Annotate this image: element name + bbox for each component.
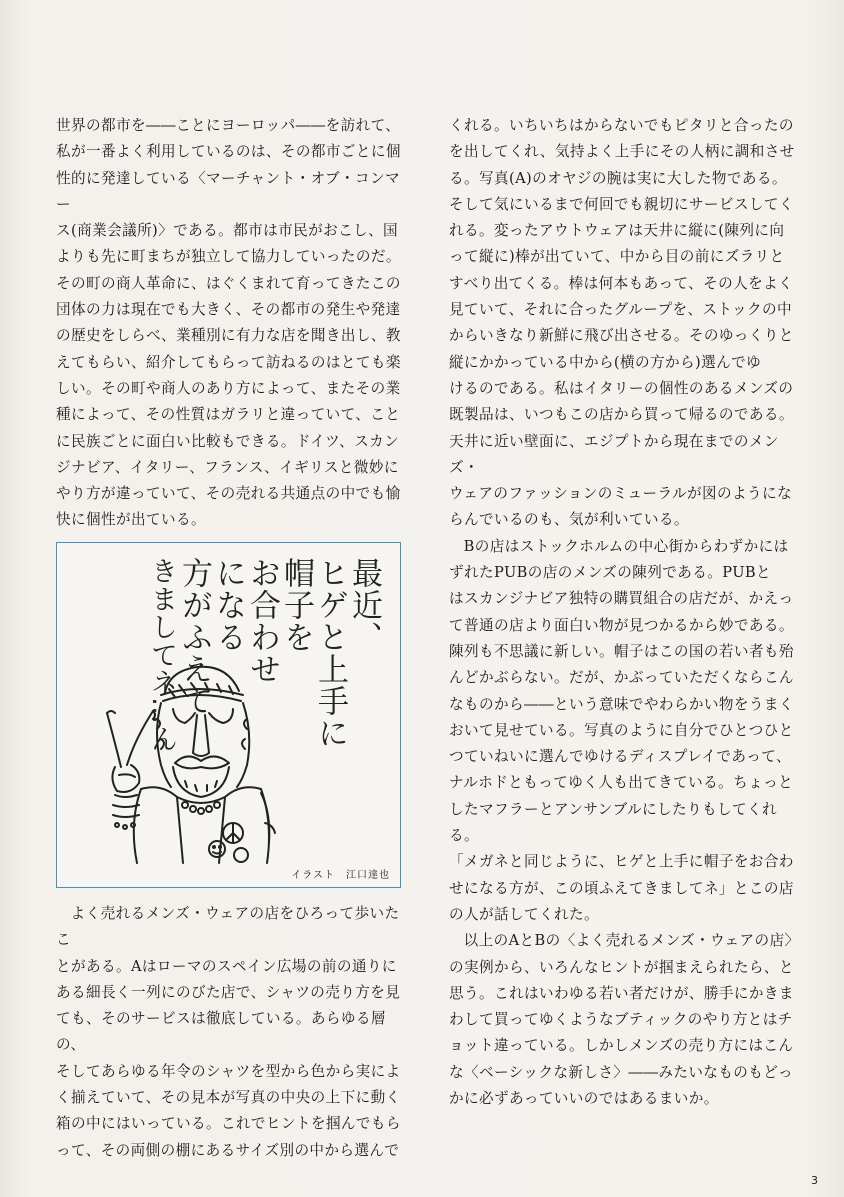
paragraph: 世界の都市を――ことにヨーロッパ――を訪れて、 私が一番よく利用しているのは、その都市ごとに個 性的に発達している〈マーチャント・オブ・コンマー ス(商業会議所)〉である。都市は市民がおこし、国 よりも先に町まちが独立して協力していったのだ。 その町の商人革命に、はぐくまれて育ってきたこの 団体の力は現在でも大きく、その都市の発生や発達 の歴史をしらべ、業種別に有力な店を聞き出し、教 えてもらい、紹介してもらって訪ねるのはとても楽 しい。その町や商人のあり方によって、またその業 種によって、その性質はガラリと違っていて、こと に民族ごとに面白い比較もできる。ドイツ、スカン ジナビア、イタリー、フランス、イギリスと微妙に やり方が違っていて、その売れる共通点の中でも愉 快に個性が出ている。 [56, 117, 401, 529]
speech-column-2: ヒゲと上手に [312, 557, 348, 749]
illustration [56, 542, 401, 888]
speech-column-6: 方がふえて [176, 557, 212, 717]
paragraph: Bの店はストックホルムの中心街からわずかには ずれたPUBの店のメンズの陳列である。PUBと はスカンジナビア独特の購買組合の店だが、かえっ て普通の店より面白い物が見つかるから妙である。 陳列も不思議に新しい。帽子はこの国の若い者も殆 んどかぶらない。だが、かぶっていただくならこん なものから――という意味でやわらかい物をうまく おいて見せている。写真のように自分でひとつひと つていねいに選んでゆけるディスプレイであって、 ナルホドともってゆく人も出てきている。ちょっと したマフラーとアンサンブルにしたりもしてくれる。 「メガネと同じように、ヒゲと上手に帽子をお合わ せになる方が、この頃ふえてきましてネ」とこの店 の人が話してくれた。 [449, 537, 794, 923]
speech-column-5: になる [210, 557, 246, 653]
speech-column-4: お合わせ [244, 557, 280, 685]
speech-column-7: きましてネ…ん [146, 557, 177, 753]
paragraph: くれる。いちいちはからないでもピタリと合ったの を出してくれ、気持よく上手にその人柄に調和させ る。写真(A)のオヤジの腕は実に大した物である。 そして気にいるまで何回でも親切にサービスしてく れる。変ったアウトウェアは天井に縦に(陳列に向 って縦に)棒が出ていて、中から目の前にズラリと すべり出てくる。棒は何本もあって、その人をよく 見ていて、それに合ったグループを、ストックの中 からいきなり新鮮に飛び出させる。そのゆっくりと 縦にかかっている中から(横の方から)選んでゆ けるのである。私はイタリーの個性のあるメンズの 既製品は、いつもこの店から買って帰るのである。 天井に近い壁面に、エジプトから現在までのメンズ・ ウェアのファッションのミューラルが図のようにな らんでいるのも、気が利いている。 [449, 117, 795, 529]
paragraph: よく売れるメンズ・ウェアの店をひろって歩いたこ とがある。Aはローマのスペイン広場の前の通りに ある細長く一列にのびた店で、シャツの売り方を見 ても、そのサービスは徹底している。あらゆる層の、 そしてあらゆる年令のシャツを型から色から実によ く揃えていて、その見本が写真の中央の上下に動く 箱の中にはいっている。これでヒントを掴んでもら って、その両側の棚にあるサイズ別の中から選んで [56, 905, 401, 1159]
speech-column-3: 帽子を [278, 557, 314, 653]
left-column-top [56, 113, 408, 534]
speech-column-1: 最近、 [346, 557, 382, 653]
page-number: 3 [811, 1174, 818, 1187]
paragraph: 以上のAとBの〈よく売れるメンズ・ウェアの店〉 の実例から、いろんなヒントが掴まえられたら、と 思う。これはいわゆる若い者だけが、勝手にかきま わして買ってゆくようなブティックのやり方とはチ ョット違っている。しかしメンズの売り方にはこん な〈ベーシックな新しさ〉――みたいなものもどっ かに必ずあっていいのではあるまいか。 [449, 932, 800, 1107]
left-column-bottom [56, 901, 408, 1164]
right-column [449, 113, 801, 1112]
illustration-credit: イラスト 江口達也 [291, 870, 390, 881]
